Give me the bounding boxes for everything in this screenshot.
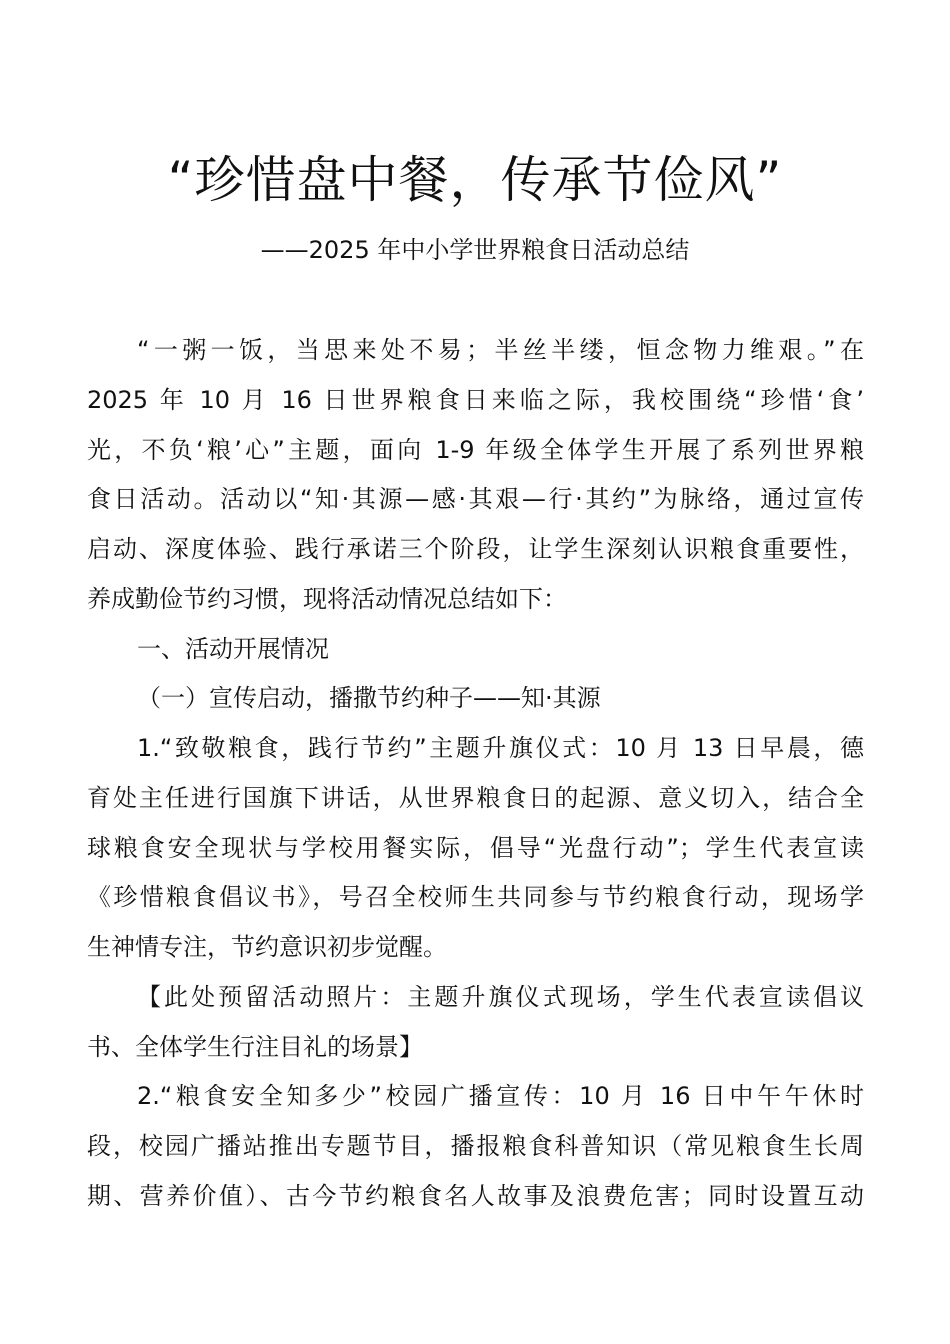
document-title: “珍惜盘中餐，传承节俭风”: [167, 151, 783, 209]
paragraph-line: 启动、深度体验、践行承诺三个阶段，让学生深刻认识粮食重要性，: [87, 535, 864, 563]
paragraph-line: 1.“致敬粮食，践行节约”主题升旗仪式：10 月 13 日早晨，德: [137, 734, 864, 762]
paragraph-line: 2025 年 10 月 16 日世界粮食日来临之际，我校围绕“珍惜‘食’: [87, 386, 864, 414]
paragraph-line: “一粥一饭，当思来处不易；半丝半缕，恒念物力维艰。”在: [137, 336, 864, 364]
photo-placeholder-note: 【此处预留活动照片：主题升旗仪式现场，学生代表宣读倡议: [137, 983, 864, 1011]
paragraph-line: 《珍惜粮食倡议书》，号召全校师生共同参与节约粮食行动，现场学: [87, 883, 864, 911]
paragraph-line: 养成勤俭节约习惯，现将活动情况总结如下：: [87, 585, 567, 613]
photo-placeholder-note: 书、全体学生行注目礼的场景】: [87, 1033, 423, 1061]
subsection-heading: （一）宣传启动，播撒节约种子——知·其源: [137, 684, 601, 712]
section-heading: 一、活动开展情况: [137, 635, 329, 663]
paragraph-line: 生神情专注，节约意识初步觉醒。: [87, 933, 447, 961]
document-subtitle: ——2025 年中小学世界粮食日活动总结: [260, 236, 690, 264]
paragraph-line: 食日活动。活动以“知·其源—感·其艰—行·其约”为脉络，通过宣传: [87, 485, 864, 513]
paragraph-line: 期、营养价值）、古今节约粮食名人故事及浪费危害；同时设置互动: [87, 1182, 864, 1210]
paragraph-line: 段，校园广播站推出专题节目，播报粮食科普知识（常见粮食生长周: [87, 1132, 864, 1160]
paragraph-line: 2.“粮食安全知多少”校园广播宣传：10 月 16 日中午午休时: [137, 1082, 864, 1110]
paragraph-line: 球粮食安全现状与学校用餐实际，倡导“光盘行动”；学生代表宣读: [87, 834, 864, 862]
paragraph-line: 光，不负‘粮’心”主题，面向 1-9 年级全体学生开展了系列世界粮: [87, 436, 864, 464]
paragraph-line: 育处主任进行国旗下讲话，从世界粮食日的起源、意义切入，结合全: [87, 784, 864, 812]
